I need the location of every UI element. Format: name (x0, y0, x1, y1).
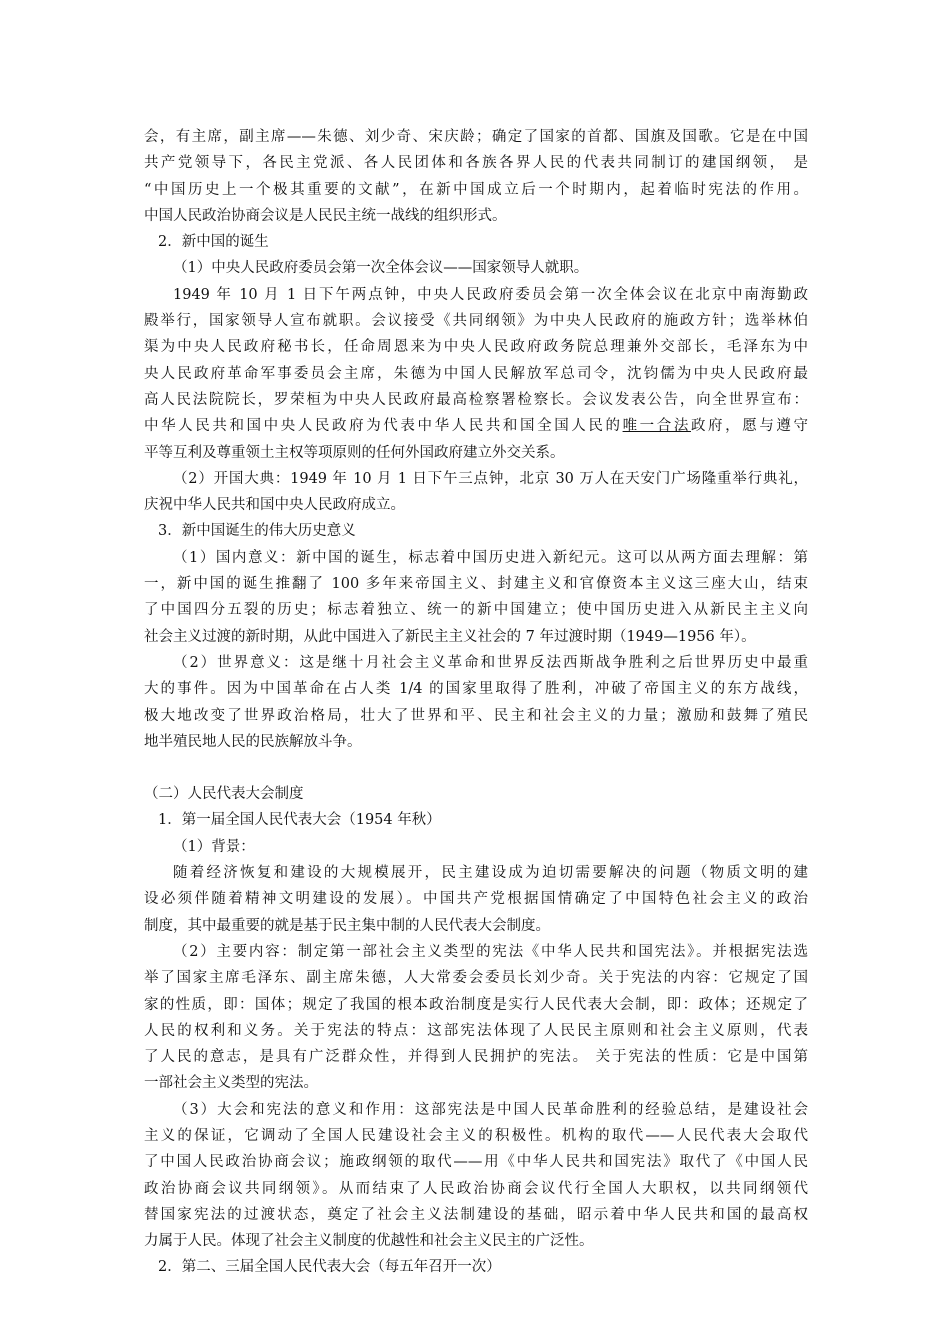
text-line: 中国人民政治协商会议是人民民主统一战线的组织形式。 (144, 207, 507, 224)
text-line: 了人民的意志，是具有广泛群众性，并得到人民拥护的宪法。 关于宪法的性质：它是中国第 (144, 1049, 808, 1066)
text-line: 主义的保证，它调动了全国人民建设社会主义的积极性。机构的取代——人民代表大会取代 (144, 1127, 808, 1144)
text-line: 极大地改变了世界政治格局，壮大了世界和平、民主和社会主义的力量；激励和鼓舞了殖民 (144, 707, 808, 724)
text-line: 渠为中央人民政府秘书长，任命周恩来为中央人民政府政务院总理兼外交部长，毛泽东为中 (144, 339, 808, 356)
text-line: 一，新中国的诞生推翻了 100 多年来帝国主义、封建主义和官僚资本主义这三座大山，结束 (144, 576, 808, 593)
paragraph-common-program (144, 124, 808, 229)
underlined-text: 唯一合法 (622, 418, 691, 435)
paragraph-first-meeting (144, 282, 808, 466)
paragraph-founding-ceremony (144, 466, 808, 519)
text-line: 举了国家主席毛泽东、副主席朱德，人大常委会委员长刘少奇。关于宪法的内容：它规定了国 (144, 970, 808, 987)
text-line: （2）主要内容：制定第一部社会主义类型的宪法《中华人民共和国宪法》。并根据宪法选 (173, 943, 808, 960)
text-line: 设必须伴随着精神文明建设的发展）。中国共产党根据国情确定了中国特色社会主义的政治 (144, 891, 808, 908)
text-line: （2）开国大典：1949 年 10 月 1 日下午三点钟，北京 30 万人在天安门广场隆重举行典礼， (173, 470, 808, 487)
text-line: 大的事件。因为中国革命在占人类 1/4 的国家里取得了胜利，冲破了帝国主义的东方战线， (144, 681, 808, 698)
subheading-background: （1）背景： (173, 838, 255, 855)
text-line: 政治协商会议共同纲领》。从而结束了人民政治协商会议代行全国人大职权，以共同纲领代 (144, 1180, 808, 1197)
text-line: 庆祝中华人民共和国中央人民政府成立。 (144, 497, 405, 514)
blank-line (144, 755, 808, 781)
text-line: （3）大会和宪法的意义和作用：这部宪法是中国人民革命胜利的经验总结，是建设社会 (173, 1101, 808, 1118)
text-line: 1949 年 10 月 1 日下午两点钟，中央人民政府委员会第一次全体会议在北京中南海勤政 (173, 286, 808, 303)
text-line: 地半殖民地人民的民族解放斗争。 (144, 733, 362, 750)
paragraph-background (144, 860, 808, 939)
part-heading-npc-system: （二）人民代表大会制度 (144, 786, 304, 803)
text-line: 了中国四分五裂的历史；标志着独立、统一的新中国建立；使中国历史进入从新民主主义向 (144, 602, 808, 619)
text-span: 政府，愿与遵守 (690, 418, 808, 435)
paragraph-world-significance (144, 650, 808, 755)
text-line: 随着经济恢复和建设的大规模展开，民主建设成为迫切需要解决的问题（物质文明的建 (173, 865, 808, 882)
text-line: 平等互利及尊重领土主权等项原则的任何外国政府建立外交关系。 (144, 444, 565, 461)
text-line: （2）世界意义：这是继十月社会主义革命和世界反法西斯战争胜利之后世界历史中最重 (173, 654, 808, 671)
text-line: （1）国内意义：新中国的诞生，标志着中国历史进入新纪元。这可以从两方面去理解：第 (173, 549, 808, 566)
paragraph-domestic-significance (144, 545, 808, 650)
text-line: 共产党领导下，各民主党派、各人民团体和各族各界人民的代表共同制订的建国纲领， 是 (144, 155, 808, 172)
text-line: 社会主义过渡的新时期，从此中国进入了新民主主义社会的 7 年过渡时期（1949—1956 年）。 (144, 628, 756, 645)
text-line: 一部社会主义类型的宪法。 (144, 1075, 318, 1092)
paragraph-meaning (144, 1097, 808, 1255)
text-line (144, 413, 808, 439)
section-heading-birth: 2．新中国的诞生 (158, 234, 269, 251)
text-line: 央人民政府革命军事委员会主席，朱德为中国人民解放军总司令，沈钧儒为中央人民政府最 (144, 365, 808, 382)
section-heading-second-third-npc: 2．第二、三届全国人民代表大会（每五年召开一次） (158, 1259, 501, 1276)
text-line: 家的性质，即：国体；规定了我国的根本政治制度是实行人民代表大会制，即：政体；还规定了 (144, 996, 808, 1013)
section-heading-first-npc: 1．第一届全国人民代表大会（1954 年秋） (158, 812, 441, 829)
subheading-first-meeting: （1）中央人民政府委员会第一次全体会议——国家领导人就职。 (173, 260, 589, 277)
text-span: 中华人民共和国中央人民政府为代表中华人民共和国全国人民的 (144, 418, 623, 435)
text-line: 会，有主席，副主席——朱德、刘少奇、宋庆龄；确定了国家的首都、国旗及国歌。它是在中国 (144, 129, 808, 145)
text-line: 殿举行，国家领导人宣布就职。会议接受《共同纲领》为中央人民政府的施政方针；选举林伯 (144, 313, 808, 330)
text-line: 了中国人民政治协商会议；施政纲领的取代——用《中华人民共和国宪法》取代了《中国人民 (144, 1154, 808, 1171)
text-line: 力属于人民。体现了社会主义制度的优越性和社会主义民主的广泛性。 (144, 1233, 594, 1250)
text-line: 替国家宪法的过渡状态，奠定了社会主义法制建设的基础，昭示着中华人民共和国的最高权 (144, 1206, 808, 1223)
paragraph-main-content (144, 939, 808, 1097)
document-page (144, 124, 808, 1281)
section-heading-significance: 3．新中国诞生的伟大历史意义 (158, 523, 356, 540)
text-line: “中国历史上一个极其重要的文献”，在新中国成立后一个时期内，起着临时宪法的作用。 (144, 181, 808, 198)
text-line: 高人民法院院长，罗荣桓为中央人民政府最高检察署检察长。会议发表公告，向全世界宣布： (144, 391, 808, 408)
text-line: 制度，其中最重要的就是基于民主集中制的人民代表大会制度。 (144, 917, 550, 934)
text-line: 人民的权利和义务。关于宪法的特点：这部宪法体现了人民民主原则和社会主义原则，代表 (144, 1022, 808, 1039)
